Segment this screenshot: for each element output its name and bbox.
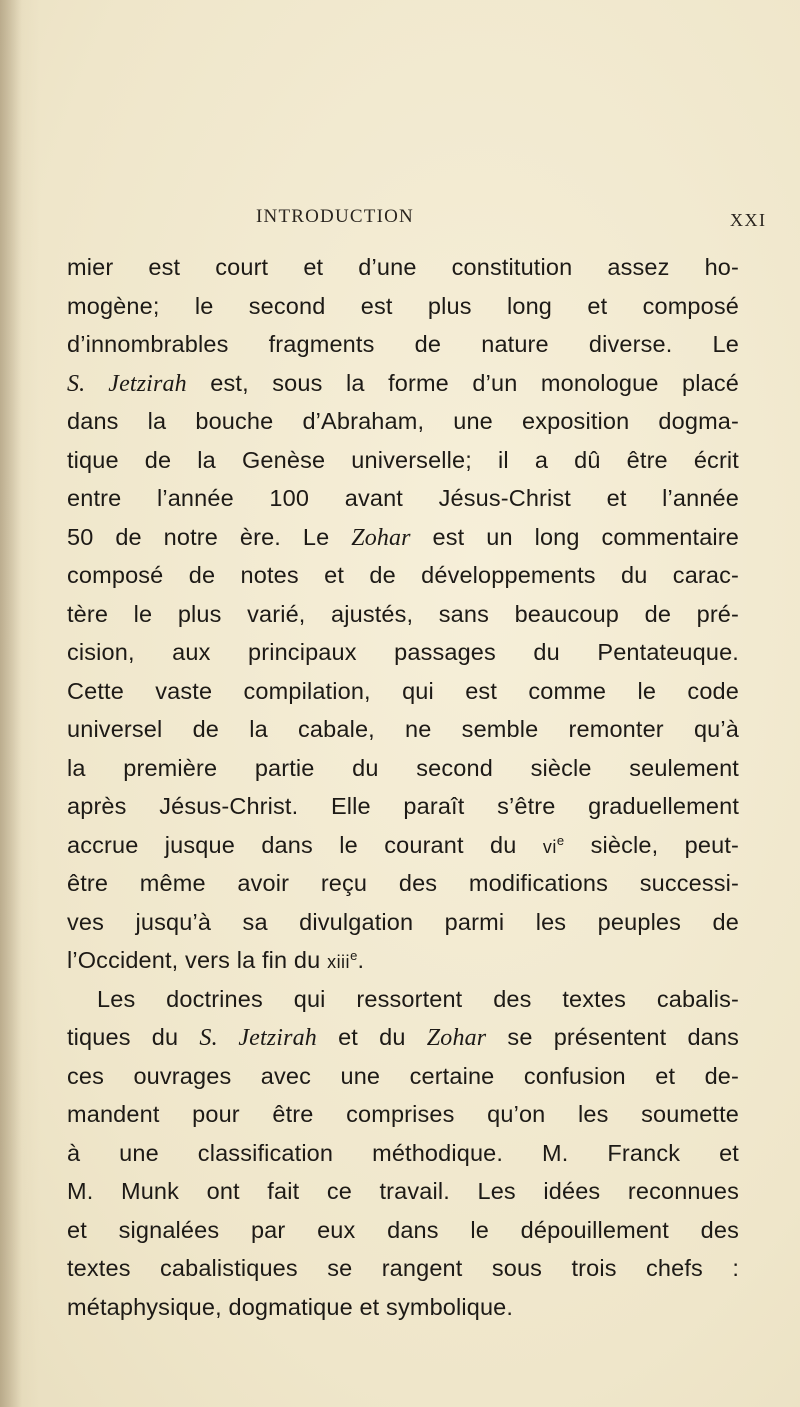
text-line: ves jusqu’à sa divulgation parmi les peuples de: [67, 908, 739, 935]
title-s-jetzirah: S. Jetzirah: [67, 370, 187, 397]
text-line: mogène; le second est plus long et composé: [67, 292, 739, 319]
text-line: 50 de notre ère. Le Zohar est un long commentaire: [67, 523, 739, 551]
text-line: ces ouvrages avec une certaine confusion et de-: [67, 1062, 739, 1089]
text-line: Cette vaste compilation, qui est comme le code: [67, 677, 739, 704]
title-zohar: Zohar: [351, 524, 411, 551]
text-line: après Jésus-Christ. Elle paraît s’être graduellement: [67, 793, 739, 819]
text-line: Les doctrines qui ressortent des textes cabalis-: [97, 985, 739, 1012]
text-line: et signalées par eux dans le dépouillement des: [67, 1216, 739, 1243]
text-line: composé de notes et de développements du carac-: [67, 562, 739, 588]
text-line: à une classification méthodique. M. Franck et: [67, 1139, 739, 1166]
text-line: la première partie du second siècle seulement: [67, 754, 739, 781]
text-line: métaphysique, dogmatique et symbolique.: [67, 1293, 514, 1320]
century-numeral: vi: [542, 836, 557, 857]
text-line: dans la bouche d’Abraham, une exposition dogma-: [67, 408, 739, 434]
century-numeral: xiii: [327, 952, 351, 972]
text-line: d’innombrables fragments de nature diverse. Le: [67, 331, 739, 357]
text-line: accrue jusque dans le courant du $vi^e$ siècle, peut-: [67, 831, 739, 858]
text-line: tique de la Genèse universelle; il a dû être écrit: [67, 446, 739, 473]
text-line: textes cabalistiques se rangent sous trois chefs :: [67, 1255, 739, 1281]
text-line: l’Occident, vers la fin du xiii$^e$.: [67, 947, 365, 973]
text-line: être même avoir reçu des modifications successi-: [67, 870, 739, 896]
paragraph-1: [67, 248, 739, 980]
page-header: [0, 206, 800, 236]
body-text: [67, 248, 739, 1326]
running-head: INTRODUCTION: [256, 206, 414, 227]
page-number: XXI: [730, 210, 767, 230]
title-s-jetzirah: S. Jetzirah: [199, 1025, 317, 1051]
text-line: tère le plus varié, ajustés, sans beaucoup de pré-: [67, 600, 739, 627]
text-line: S. Jetzirah est, sous la forme d’un monologue placé: [67, 369, 739, 397]
text-line: M. Munk ont fait ce travail. Les idées reconnues: [67, 1178, 739, 1204]
text-line: tiques du S. Jetzirah et du Zohar se présentent dans: [67, 1024, 740, 1051]
text-line: universel de la cabale, ne semble remonter qu’à: [67, 716, 739, 742]
text-line: mier est court et d’une constitution assez ho-: [67, 254, 739, 280]
paragraph-2: [67, 980, 739, 1327]
text-line: cision, aux principaux passages du Pentateuque.: [67, 639, 739, 665]
text-line: entre l’année 100 avant Jésus-Christ et l’année: [67, 485, 739, 511]
text-line: mandent pour être comprises qu’on les soumette: [67, 1101, 739, 1127]
title-zohar: Zohar: [426, 1025, 487, 1051]
